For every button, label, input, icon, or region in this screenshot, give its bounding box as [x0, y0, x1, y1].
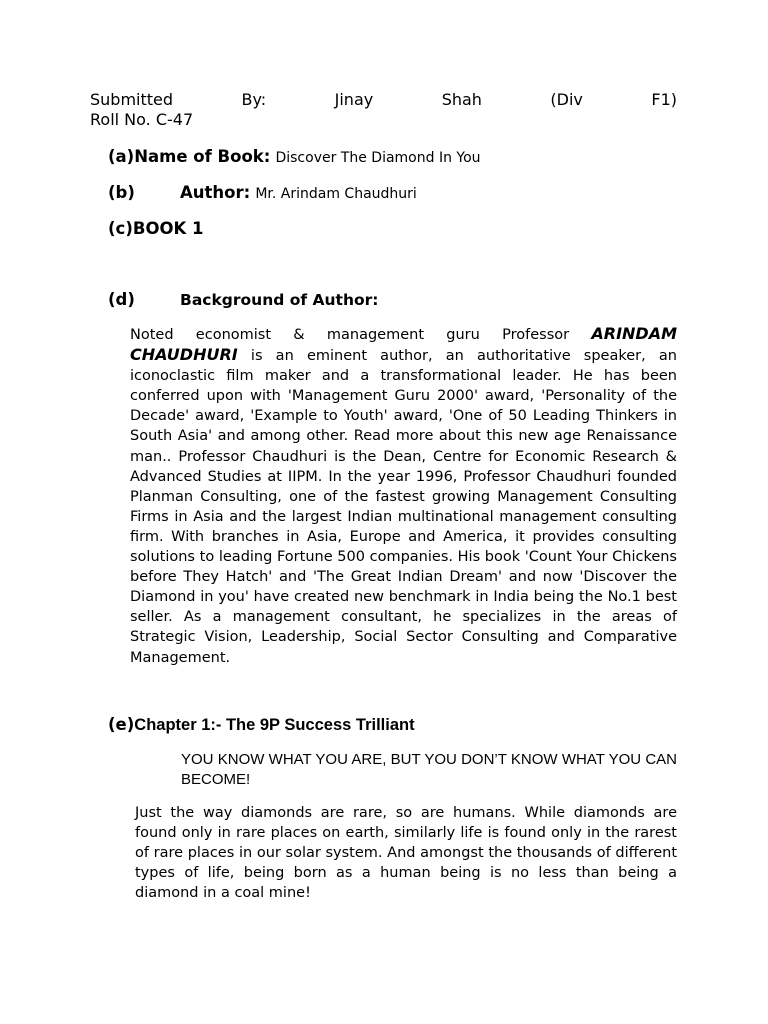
item-b-marker-text: (b)	[108, 183, 135, 202]
item-e	[108, 715, 415, 735]
item-c	[108, 219, 204, 239]
submitted-word: F1)	[651, 90, 677, 109]
background-intro: Noted economist & management guru Professor	[130, 327, 592, 343]
chapter-quote: YOU KNOW WHAT YOU ARE, BUT YOU DON’T KNOW WHAT YOU CAN BECOME!	[181, 751, 677, 788]
submitted-word: Shah	[441, 90, 482, 109]
background-text: is an eminent author, an authoritative speaker, an iconoclastic film maker and a transformational leader. He has been conferred upon with 'Management Guru 2000' award, 'Personality of the Decade' award, 'Example to Youth' award, 'One of 50 Leading Thinkers in South Asia' and among other. Read more about this new age Renaissance man.. Professor Chaudhuri is the Dean, Centre for Economic Research & Advanced Studies at IIPM. In the year 1996, Professor Chaudhuri founded Planman Consulting, one of the fastest growing Management Consulting Firms in Asia and the largest Indian multinational management consulting firm. With branches in Asia, Europe and America, it provides consulting solutions to leading Fortune 500 companies. His book 'Count Your Chickens before They Hatch' and 'The Great Indian Dream' and now 'Discover the Diamond in you' have created new benchmark in India being the No.1 best seller. As a management consultant, he specializes in the areas of Strategic Vision, Leadership, Social Sector Consulting and Comparative Management.	[130, 348, 677, 666]
roll-number: Roll No. C-47	[90, 110, 194, 129]
submitted-word: Jinay	[334, 90, 374, 109]
submitted-by-line	[90, 90, 677, 110]
author-background-paragraph	[130, 324, 677, 668]
item-a-label: (a)Name of Book:	[108, 147, 271, 166]
submitted-word: By:	[241, 90, 267, 109]
submitted-word: Submitted	[90, 90, 174, 109]
author-name: Mr. Arindam Chaudhuri	[255, 186, 417, 202]
item-d-marker	[108, 290, 135, 310]
submitted-word: (Div	[550, 90, 583, 109]
item-b-label: Author:	[180, 183, 251, 202]
item-b	[180, 183, 417, 204]
chapter-title: Chapter 1:- The 9P Success Trilliant	[134, 716, 415, 734]
author-highlight-name: ARINDAM CHAUDHURI	[130, 324, 677, 365]
chapter-body-paragraph: Just the way diamonds are rare, so are humans. While diamonds are found only in rare places on earth, similarly life is found only in the rarest of rare places in our solar system. And amongst the thousands of different types of life, being born as a human being is no less than being a diamond in a coal mine!	[135, 805, 677, 902]
item-d-marker-text: (d)	[108, 290, 135, 309]
item-d-label: Background of Author:	[180, 291, 379, 309]
item-d	[180, 290, 378, 310]
item-b-marker	[108, 183, 135, 203]
item-e-marker: (e)	[108, 715, 135, 734]
item-a	[108, 147, 481, 168]
book-name: Discover The Diamond In You	[275, 150, 481, 166]
item-c-label: (c)BOOK 1	[108, 219, 204, 238]
